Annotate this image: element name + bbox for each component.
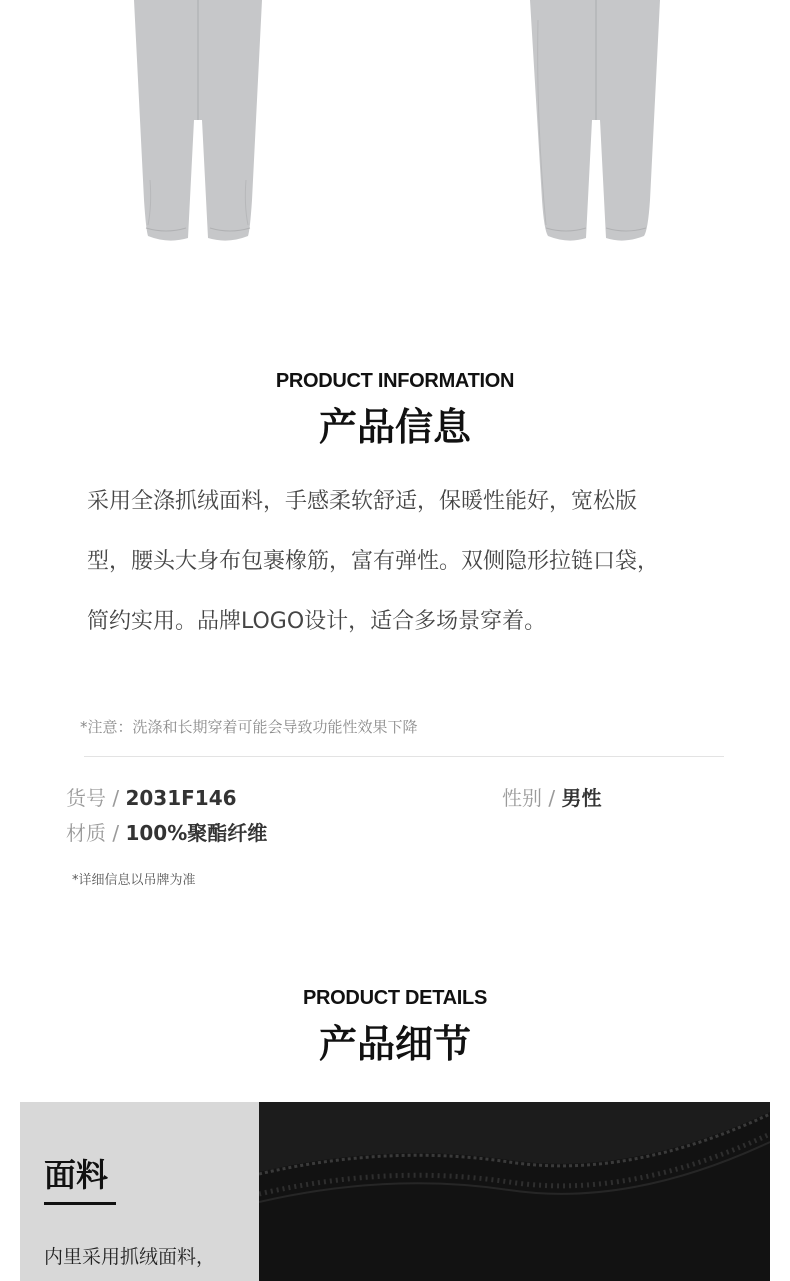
spec-item-no-value: 2031F146 [125, 786, 237, 810]
product-details-heading-cn: 产品细节 [318, 1022, 471, 1066]
spec-item-no-label: 货号 / [66, 786, 120, 810]
divider [84, 756, 724, 757]
fabric-detail-card [20, 1102, 770, 1281]
spec-gender [502, 782, 601, 811]
tag-note: *详细信息以吊牌为准 [72, 873, 196, 888]
description-line-2: 型，腰头大身布包裹橡筋，富有弹性。双侧隐形拉链口袋， [87, 549, 660, 574]
pants-front-image [128, 0, 268, 245]
product-info-heading-cn: 产品信息 [318, 405, 471, 449]
spec-material-label: 材质 / [66, 821, 120, 845]
spec-gender-label: 性别 / [502, 786, 556, 810]
description-line-3: 简约实用。品牌LOGO设计，适合多场景穿着。 [87, 609, 547, 634]
spec-material-value: 100%聚酯纤维 [125, 821, 268, 845]
product-images [0, 0, 790, 300]
spec-material [66, 817, 267, 846]
fabric-detail-text: 内里采用抓绒面料， [44, 1246, 216, 1268]
fabric-texture [259, 1102, 770, 1281]
spec-gender-value: 男性 [561, 786, 602, 810]
fabric-detail-title: 面料 [44, 1156, 109, 1194]
product-details-heading-en: PRODUCT DETAILS [302, 987, 488, 1009]
fabric-detail-text-panel [20, 1102, 259, 1281]
spec-item-no [66, 782, 237, 811]
fabric-close-up-image [259, 1102, 770, 1281]
product-info-heading-en: PRODUCT INFORMATION [275, 370, 515, 392]
description-line-1: 采用全涤抓绒面料，手感柔软舒适，保暖性能好，宽松版 [87, 489, 638, 514]
title-underline [44, 1202, 116, 1205]
care-note: *注意：洗涤和长期穿着可能会导致功能性效果下降 [80, 718, 418, 736]
pants-back-image [526, 0, 666, 245]
